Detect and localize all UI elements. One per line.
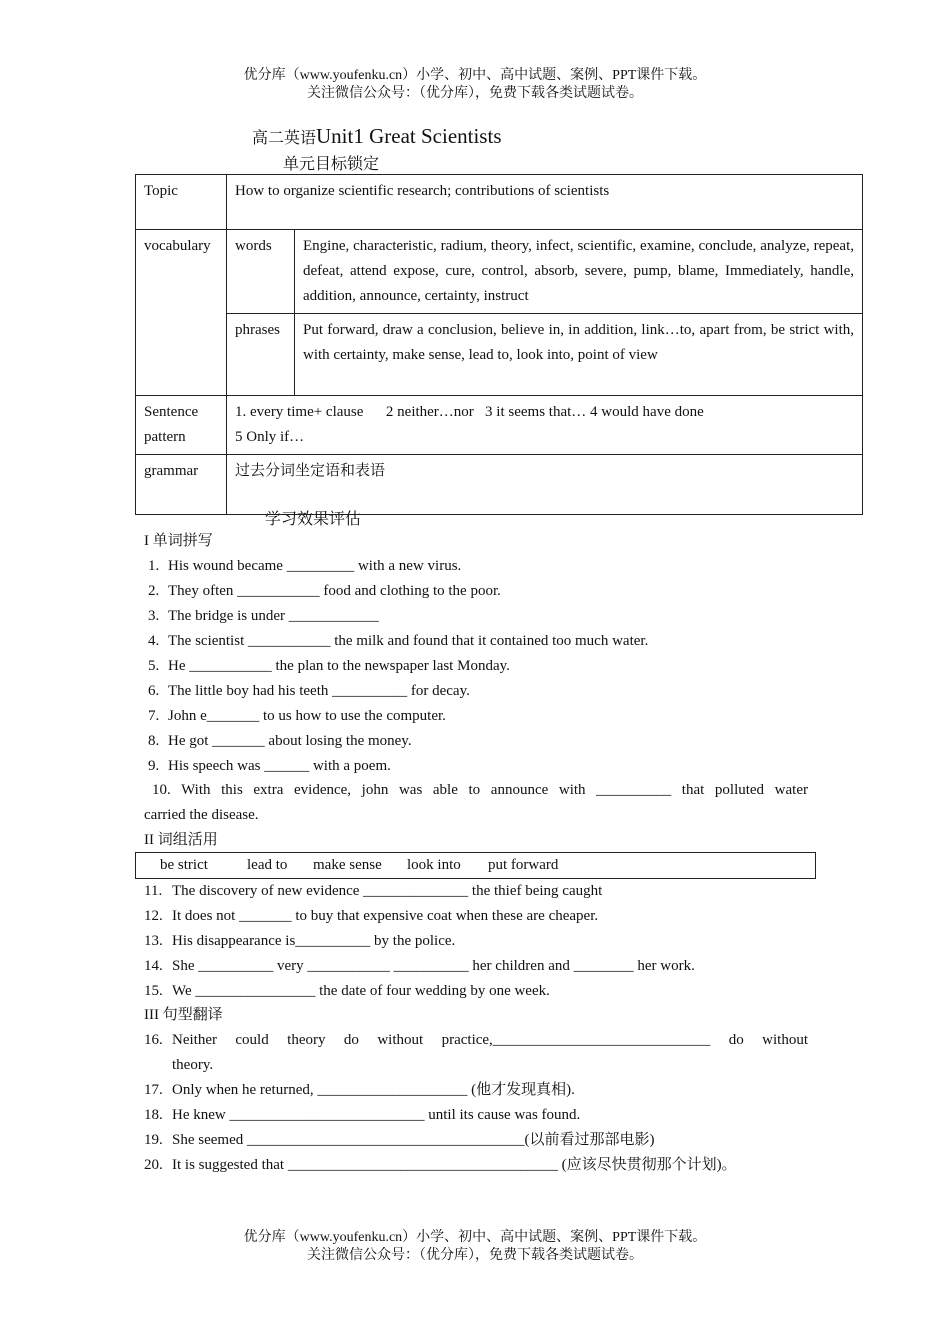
topic-row	[136, 175, 863, 230]
item-16-line-1: Neither could theory do without practice,_____________________________ do without	[172, 1032, 808, 1048]
phrases-label: phrases	[227, 314, 295, 396]
item-number: 4.	[148, 633, 160, 649]
item-16-line-2: theory.	[172, 1057, 214, 1073]
topic-value: How to organize scientific research; contributions of scientists	[227, 175, 863, 230]
words-label: words	[227, 230, 295, 314]
item-10-line-1: 10. With this extra evidence, john was able to announce with __________ that polluted water	[152, 782, 808, 798]
item-text: The discovery of new evidence ______________ the thief being caught	[172, 883, 603, 899]
item-number: 20.	[144, 1157, 163, 1173]
exercise-item	[148, 754, 808, 779]
header-line-2: 关注微信公众号：（优分库），免费下载各类试题试卷。	[307, 86, 643, 101]
item-number: 16.	[144, 1032, 163, 1048]
item-number: 19.	[144, 1132, 163, 1148]
grammar-value: 过去分词坐定语和表语	[227, 455, 863, 515]
exercise-item	[144, 1078, 814, 1103]
item-number: 2.	[148, 583, 160, 599]
item-number: 18.	[144, 1107, 163, 1123]
exercise-item	[144, 1128, 814, 1153]
footer-line-1: 优分库（www.youfenku.cn）小学、初中、高中试题、案例、PPT课件下载。	[243, 1230, 707, 1245]
phrase-word-box	[135, 852, 816, 879]
phrases-value: Put forward, draw a conclusion, believe in, in addition, link…to, apart from, be strict with, with certainty, make sense, lead to, look into, point of view	[295, 314, 863, 396]
exercise-item	[144, 1153, 814, 1178]
exercise-item	[144, 954, 814, 979]
item-number: 14.	[144, 958, 163, 974]
phrase-option: be strict	[160, 857, 208, 873]
item-text: He got _______ about losing the money.	[168, 733, 412, 749]
grammar-label: grammar	[136, 455, 227, 515]
phrase-option: put forward	[488, 857, 559, 873]
page-title	[252, 124, 502, 149]
phrase-option: make sense	[313, 857, 382, 873]
item-number: 5.	[148, 658, 160, 674]
exercise-item	[144, 1103, 814, 1128]
section-2-heading: II 词组活用	[144, 832, 218, 848]
title-chinese: 高二英语	[252, 130, 317, 147]
exercise-item	[148, 704, 808, 729]
item-number: 13.	[144, 933, 163, 949]
unit-goals-table	[135, 174, 863, 515]
item-number: 9.	[148, 758, 160, 774]
item-text: He ___________ the plan to the newspaper last Monday.	[168, 658, 510, 674]
exercise-item-10	[144, 778, 808, 828]
item-text: Only when he returned, ____________________ (他才发现真相).	[172, 1082, 575, 1098]
item-number: 3.	[148, 608, 160, 624]
sentence-pattern-row	[136, 396, 863, 455]
exercise-item	[148, 729, 808, 754]
sentence-label-line-2: pattern	[144, 429, 186, 445]
phrase-option: look into	[407, 857, 461, 873]
item-text: It does not _______ to buy that expensive coat when these are cheaper.	[172, 908, 599, 924]
item-text: She __________ very ___________ __________ her children and ________ her work.	[172, 958, 695, 974]
phrases-row	[136, 314, 863, 396]
item-text: His speech was ______ with a poem.	[168, 758, 391, 774]
item-text: His disappearance is__________ by the police.	[172, 933, 456, 949]
exercise-item	[148, 604, 808, 629]
item-text: They often ___________ food and clothing to the poor.	[168, 583, 501, 599]
item-text: He knew __________________________ until its cause was found.	[172, 1107, 581, 1123]
vocabulary-label: vocabulary	[136, 230, 227, 396]
item-text: The bridge is under ____________	[168, 608, 379, 624]
item-number: 6.	[148, 683, 160, 699]
sentence-label-line-1: Sentence	[144, 404, 199, 420]
page-footer	[0, 1229, 950, 1265]
header-line-1: 优分库（www.youfenku.cn）小学、初中、高中试题、案例、PPT课件下载。	[243, 68, 707, 83]
item-text: The little boy had his teeth __________ for decay.	[168, 683, 470, 699]
title-english: Unit1 Great Scientists	[316, 124, 502, 148]
item-number: 1.	[148, 558, 160, 574]
words-row	[136, 230, 863, 314]
sentence-pattern-value	[227, 396, 863, 455]
exercise-item-16	[144, 1028, 808, 1078]
page-header	[0, 67, 950, 103]
topic-label: Topic	[136, 175, 227, 230]
exercise-item	[148, 579, 808, 604]
exercise-item	[144, 979, 814, 1004]
phrase-option: lead to	[247, 857, 288, 873]
item-text: The scientist ___________ the milk and found that it contained too much water.	[168, 633, 649, 649]
sentence-pattern-line-2: 5 Only if…	[235, 429, 305, 445]
section-3-heading: III 句型翻译	[144, 1007, 223, 1023]
item-text: She seemed _____________________________________(以前看过那部电影)	[172, 1132, 655, 1148]
footer-line-2: 关注微信公众号：（优分库），免费下载各类试题试卷。	[307, 1248, 643, 1263]
exercise-item	[144, 904, 814, 929]
evaluation-heading: 学习效果评估	[265, 511, 362, 528]
item-10-line-2: carried the disease.	[144, 807, 259, 823]
exercise-item	[148, 554, 808, 579]
exercise-item	[148, 654, 808, 679]
exercise-item	[144, 879, 814, 904]
words-value: Engine, characteristic, radium, theory, infect, scientific, examine, conclude, analyze, repeat, defeat, attend expose, cure, control, absorb, severe, pump, blame, Immediately, handle, addition, announce, certainty, instruct	[295, 230, 863, 314]
item-text: John e_______ to us how to use the computer.	[168, 708, 446, 724]
item-text: His wound became _________ with a new virus.	[168, 558, 462, 574]
item-number: 15.	[144, 983, 163, 999]
sentence-pattern-label	[136, 396, 227, 455]
sentence-pattern-line-1: 1. every time+ clause 2 neither…nor 3 it seems that… 4 would have done	[235, 404, 704, 420]
item-text: It is suggested that ____________________________________ (应该尽快贯彻那个计划)。	[172, 1157, 737, 1173]
item-number: 12.	[144, 908, 163, 924]
item-number: 8.	[148, 733, 160, 749]
exercise-item	[144, 929, 814, 954]
exercise-item	[148, 679, 808, 704]
item-text: We ________________ the date of four wedding by one week.	[172, 983, 550, 999]
unit-goals-heading: 单元目标锁定	[283, 156, 380, 173]
item-number: 11.	[144, 883, 163, 899]
section-1-heading: I 单词拼写	[144, 533, 213, 549]
item-number: 7.	[148, 708, 160, 724]
exercise-item	[148, 629, 808, 654]
grammar-row	[136, 455, 863, 515]
item-number: 17.	[144, 1082, 163, 1098]
